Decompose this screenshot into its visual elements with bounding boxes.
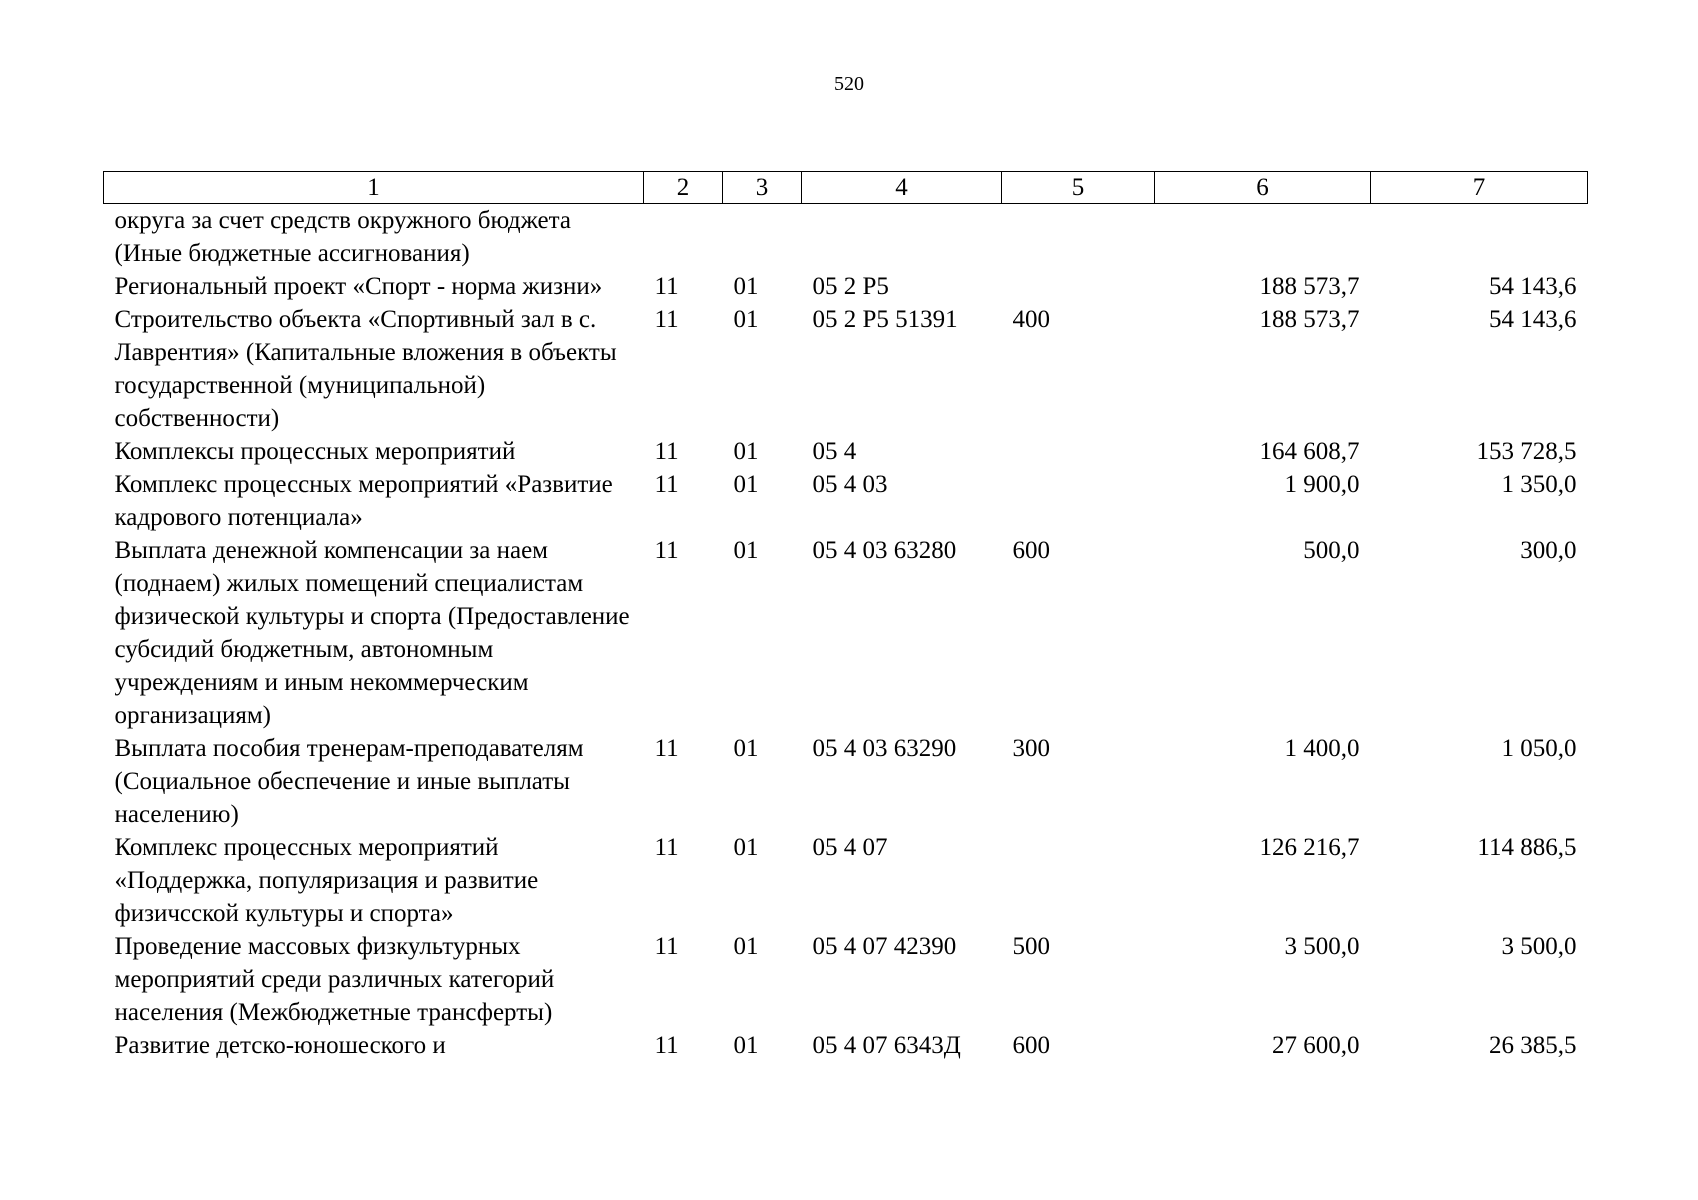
row-name: Выплата пособия тренерам-преподавателям (Социальное обеспечение и иные выплаты населению) bbox=[114, 735, 584, 828]
row-name: Региональный проект «Спорт - норма жизни» bbox=[114, 273, 603, 300]
row-subsection: 01 bbox=[733, 537, 759, 564]
row-section: 11 bbox=[654, 834, 679, 861]
row-expense-type: 500 bbox=[1012, 933, 1050, 960]
row-name: Комплекс процессных мероприятий «Поддержка, популяризация и развитие физичсской культуры и спорта» bbox=[114, 834, 539, 927]
row-target-code: 05 2 P5 bbox=[812, 273, 889, 300]
page-number: 520 bbox=[834, 73, 864, 95]
row-name: Комплексы процессных мероприятий bbox=[114, 438, 516, 465]
column-header: 1 bbox=[104, 172, 644, 204]
row-section: 11 bbox=[654, 306, 679, 333]
column-header: 2 bbox=[644, 172, 723, 204]
table-row bbox=[104, 831, 1588, 930]
row-subsection: 01 bbox=[733, 438, 759, 465]
table-row bbox=[104, 732, 1588, 831]
row-target-code: 05 4 07 bbox=[812, 834, 888, 861]
row-amount-1: 188 573,7 bbox=[1259, 273, 1360, 300]
table-row bbox=[104, 270, 1588, 303]
row-target-code: 05 4 07 42390 bbox=[812, 933, 957, 960]
header-row bbox=[104, 172, 1588, 204]
row-expense-type: 600 bbox=[1012, 537, 1050, 564]
table-body bbox=[104, 204, 1588, 1063]
column-header: 5 bbox=[1002, 172, 1155, 204]
row-subsection: 01 bbox=[733, 306, 759, 333]
table-row bbox=[104, 303, 1588, 435]
row-target-code: 05 4 07 6343Д bbox=[812, 1032, 961, 1059]
row-section bbox=[644, 204, 723, 271]
table-row bbox=[104, 930, 1588, 1029]
row-amount-2: 114 886,5 bbox=[1477, 834, 1577, 861]
row-amount-1: 188 573,7 bbox=[1259, 306, 1360, 333]
row-amount-1: 3 500,0 bbox=[1284, 933, 1360, 960]
row-expense-type bbox=[1002, 435, 1155, 468]
row-amount-2: 153 728,5 bbox=[1476, 438, 1577, 465]
row-name: округа за счет средств окружного бюджета (Иные бюджетные ассигнования) bbox=[114, 207, 571, 267]
row-expense-type: 300 bbox=[1012, 735, 1050, 762]
row-section: 11 bbox=[654, 471, 679, 498]
table-row bbox=[104, 1029, 1588, 1062]
row-expense-type bbox=[1002, 270, 1155, 303]
row-target-code: 05 4 03 63280 bbox=[812, 537, 957, 564]
row-amount-1: 500,0 bbox=[1303, 537, 1360, 564]
row-amount-2: 54 143,6 bbox=[1489, 306, 1577, 333]
row-amount-2: 1 350,0 bbox=[1501, 471, 1577, 498]
table-row bbox=[104, 468, 1588, 534]
table-row bbox=[104, 435, 1588, 468]
row-amount-2: 300,0 bbox=[1520, 537, 1577, 564]
row-subsection: 01 bbox=[733, 735, 759, 762]
row-name: Строительство объекта «Спортивный зал в с. Лаврентия» (Капитальные вложения в объекты государственной (муниципальной) собственности) bbox=[114, 306, 617, 432]
row-amount-2: 54 143,6 bbox=[1489, 273, 1577, 300]
row-section: 11 bbox=[654, 933, 679, 960]
row-amount-1 bbox=[1155, 204, 1371, 271]
column-header: 3 bbox=[723, 172, 802, 204]
row-amount-1: 27 600,0 bbox=[1272, 1032, 1360, 1059]
row-target-code: 05 4 bbox=[812, 438, 857, 465]
row-target-code bbox=[802, 204, 1002, 271]
row-amount-2 bbox=[1371, 204, 1588, 271]
row-amount-1: 1 400,0 bbox=[1284, 735, 1360, 762]
row-amount-2: 3 500,0 bbox=[1501, 933, 1577, 960]
row-subsection: 01 bbox=[733, 834, 759, 861]
row-expense-type bbox=[1002, 468, 1155, 534]
table-header bbox=[104, 172, 1588, 204]
row-amount-1: 164 608,7 bbox=[1259, 438, 1360, 465]
row-expense-type: 600 bbox=[1012, 1032, 1050, 1059]
row-name: Выплата денежной компенсации за наем (поднаем) жилых помещений специалистам физической культуры и спорта (Предоставление субсидий бюджетным, автономным учреждениям и иным некоммерческим организациям) bbox=[114, 537, 630, 729]
row-expense-type bbox=[1002, 204, 1155, 271]
row-subsection: 01 bbox=[733, 471, 759, 498]
table-row bbox=[104, 204, 1588, 271]
row-section: 11 bbox=[654, 537, 679, 564]
row-section: 11 bbox=[654, 273, 679, 300]
row-name: Проведение массовых физкультурных мероприятий среди различных категорий населения (Межбюджетные трансферты) bbox=[114, 933, 555, 1026]
row-subsection: 01 bbox=[733, 1032, 759, 1059]
row-target-code: 05 4 03 bbox=[812, 471, 888, 498]
row-amount-1: 1 900,0 bbox=[1284, 471, 1360, 498]
row-section: 11 bbox=[654, 735, 679, 762]
row-amount-1: 126 216,7 bbox=[1259, 834, 1360, 861]
table-row bbox=[104, 534, 1588, 732]
row-section: 11 bbox=[654, 1032, 679, 1059]
row-name: Развитие детско-юношеского и bbox=[114, 1032, 446, 1059]
row-subsection bbox=[723, 204, 802, 271]
column-header: 6 bbox=[1155, 172, 1371, 204]
row-target-code: 05 4 03 63290 bbox=[812, 735, 957, 762]
row-subsection: 01 bbox=[733, 273, 759, 300]
column-header: 7 bbox=[1371, 172, 1588, 204]
row-section: 11 bbox=[654, 438, 679, 465]
row-name: Комплекс процессных мероприятий «Развитие кадрового потенциала» bbox=[114, 471, 613, 531]
column-header: 4 bbox=[802, 172, 1002, 204]
row-amount-2: 1 050,0 bbox=[1501, 735, 1577, 762]
row-target-code: 05 2 P5 51391 bbox=[812, 306, 958, 333]
row-expense-type bbox=[1002, 831, 1155, 930]
row-expense-type: 400 bbox=[1012, 306, 1050, 333]
row-subsection: 01 bbox=[733, 933, 759, 960]
row-amount-2: 26 385,5 bbox=[1489, 1032, 1577, 1059]
budget-table bbox=[103, 171, 1588, 1062]
